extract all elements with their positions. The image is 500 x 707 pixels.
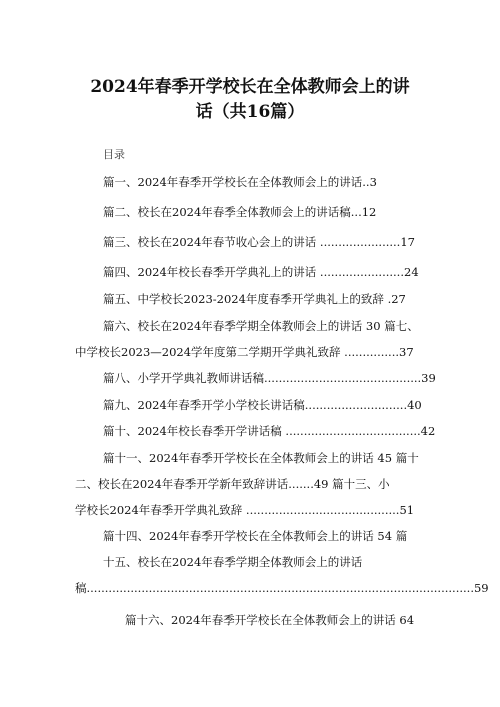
toc-entry: 十五、校长在2024年春季学期全体教师会上的讲话 xyxy=(103,555,363,569)
toc-entry: 篇一、2024年春季开学校长在全体教师会上的讲话..3 xyxy=(103,175,377,189)
toc-entry: 篇二、校长在2024年春季全体教师会上的讲话稿...12 xyxy=(103,205,377,219)
toc-entry: 篇四、2024年校长春季开学典礼上的讲话 .......................24 xyxy=(103,265,419,279)
toc-entry: 篇八、小学开学典礼教师讲话稿...........................................39 xyxy=(103,371,436,385)
toc-entry: 篇五、中学校长2023-2024年度春季开学典礼上的致辞 .27 xyxy=(103,292,406,306)
toc-entry: 二、校长在2024年春季开学新年致辞讲话.......49 篇十三、小 xyxy=(75,477,390,491)
toc-entry: 中学校长2023—2024学年度第二学期开学典礼致辞 ...............37 xyxy=(75,345,414,359)
toc-entry: 篇十一、2024年春季开学校长在全体教师会上的讲话 45 篇十 xyxy=(103,451,419,465)
toc-entry: 学校长2024年春季开学典礼致辞 ..........................................51 xyxy=(75,503,415,517)
toc-entry: 篇十六、2024年春季开学校长在全体教师会上的讲话 64 xyxy=(125,613,415,627)
toc-entry: 篇十、2024年校长春季开学讲话稿 .....................................42 xyxy=(103,424,436,438)
toc-entry: 稿..........................................................................................................59 xyxy=(75,581,489,595)
toc-entry: 篇三、校长在2024年春节收心会上的讲话 ......................17 xyxy=(103,235,415,249)
toc-label: 目录 xyxy=(103,148,125,161)
document-title-line-1: 2024年春季开学校长在全体教师会上的讲 xyxy=(90,77,410,97)
toc-entry: 篇九、2024年春季开学小学校长讲话稿............................40 xyxy=(103,398,422,412)
toc-entry: 篇十四、2024年春季开学校长在全体教师会上的讲话 54 篇 xyxy=(103,529,408,543)
toc-entry: 篇六、校长在2024年春季学期全体教师会上的讲话 30 篇七、 xyxy=(103,319,419,333)
document-title-line-2: 话（共16篇） xyxy=(195,102,305,122)
